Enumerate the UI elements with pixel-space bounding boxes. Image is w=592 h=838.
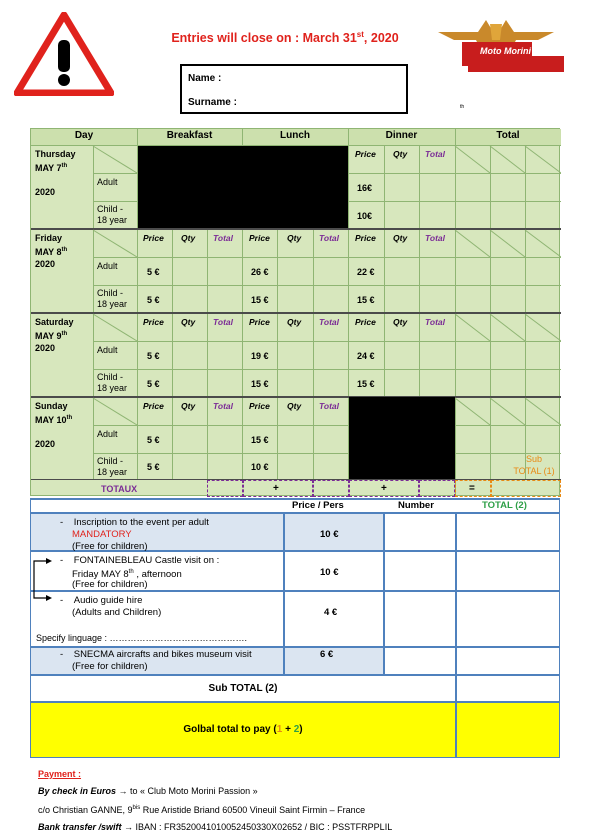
total-audio[interactable] [456,591,560,647]
subtotal-2-box[interactable] [456,675,560,702]
specify-language[interactable]: Specify linguage : ………………………………………. [36,633,248,643]
meal-table [30,128,560,496]
free-note: (Free for children) [72,661,148,672]
price-value: 19 € [251,351,269,361]
child-label: Child - 18 year [97,456,128,477]
warning-icon [14,12,114,96]
header-dinner: Dinner [385,130,418,141]
dinner-total-box-2[interactable] [419,480,455,497]
header-lunch: Lunch [280,130,310,141]
total-castle[interactable] [456,551,560,591]
col-number: Number [398,500,434,511]
price-value: 15 € [251,435,269,445]
col-price: Price [143,233,164,243]
logo-text: Moto Morini [480,46,531,56]
price-value: 16€ [357,183,373,193]
col-total: Total [319,401,339,411]
col-qty: Qty [287,317,302,327]
price-value: 15 € [251,295,269,305]
free-note: (Free for children) [72,579,148,590]
row-audio: - Audio guide hire [60,595,143,606]
totaux-label: TOTAUX [101,484,138,494]
price-castle: 10 € [320,567,339,578]
col-price: Price [143,401,164,411]
col-qty: Qty [181,401,196,411]
castle-date: Friday MAY 8th , afternoon [72,569,182,581]
subtotal-1-box[interactable] [491,480,561,497]
price-value: 10 € [251,462,269,472]
col-qty: Qty [393,149,408,159]
subtotal-2-label: Sub TOTAL (2) [208,683,278,694]
audio-note: (Adults and Children) [72,607,162,618]
child-label: Child - 18 year [97,288,128,309]
col-price: Price [355,317,376,327]
col-total: Total [319,317,339,327]
header-total: Total [496,130,520,141]
subtotal-1-label: Sub TOTAL (1) [513,454,555,476]
col-price: Price [249,401,270,411]
col-qty: Qty [181,233,196,243]
number-input-museum[interactable] [384,647,456,675]
blocked-cells-thursday [138,146,348,228]
global-total-label: Golbal total to pay (1 + 2) [183,724,303,735]
price-value: 15 € [251,379,269,389]
number-input-audio[interactable] [384,591,456,647]
col-price: Price [143,317,164,327]
col-total: Total [213,401,233,411]
header-day: Day [74,130,94,141]
child-label: Child - 18 year [97,372,128,393]
closing-date: Entries will close on : March 31st, 2020 [171,30,399,46]
payment-address: c/o Christian GANNE, $9^{bis}$ Rue Aristide Briand 60500 Vineuil Saint Firmin – France [38,805,366,815]
col-price: Price [355,149,376,159]
col-total: Total [425,233,445,243]
price-audio: 4 € [324,607,338,618]
col-qty: Qty [287,401,302,411]
adult-label: Adult [97,429,118,439]
col-total: Total [319,233,339,243]
adult-label: Adult [97,261,118,271]
payment-bank: Bank transfer /swift → IBAN : FR3520041010052450330X02652 / BIC : PSSTFRPPLIL [38,822,393,832]
price-value: 5 € [147,351,160,361]
plus-sign: + [273,483,279,494]
header-breakfast: Breakfast [166,130,213,141]
payment-section [38,766,578,836]
col-total: Total [425,149,445,159]
activities-table [30,498,560,760]
price-value: 10€ [357,211,373,221]
lunch-total-box-2[interactable] [313,480,349,497]
price-museum: 6 € [320,649,334,660]
day-sunday: Sunday MAY 10th 2020 [35,401,73,449]
col-qty: Qty [393,317,408,327]
price-value: 22 € [357,267,375,277]
blocked-cells-sunday [349,397,455,479]
surname-label: Surname : [188,97,237,108]
col-total: Total [425,317,445,327]
payment-title: Payment : [38,769,82,779]
day-saturday: Saturday MAY 9th 2020 [35,317,74,353]
col-total: Total [213,317,233,327]
name-box[interactable] [180,64,408,114]
breakfast-total-box[interactable] [207,480,243,497]
price-value: 5 € [147,295,160,305]
col-qty: Qty [287,233,302,243]
child-label: Child - 18 year [97,204,128,225]
col-qty: Qty [181,317,196,327]
price-value: 5 € [147,462,160,472]
col-total-2: TOTAL (2) [482,500,527,511]
payment-check: By check in Euros → to « Club Moto Morini Passion » [38,786,258,796]
total-museum[interactable] [456,647,560,675]
name-label: Name : [188,73,222,84]
bracket-arrow-icon [30,558,60,604]
adult-label: Adult [97,177,118,187]
row-inscription: - Inscription to the event per adult [60,517,209,528]
row-museum: - SNECMA aircrafts and bikes museum visit [60,649,252,660]
total-inscription[interactable] [456,513,560,551]
col-qty: Qty [393,233,408,243]
plus-sign: + [381,483,387,494]
price-value: 26 € [251,267,269,277]
number-input-castle[interactable] [384,551,456,591]
th-note: th [460,104,465,110]
mandatory-label: MANDATORY [72,529,132,540]
col-total: Total [213,233,233,243]
col-price: Price [249,317,270,327]
number-input-inscription[interactable] [384,513,456,551]
day-friday: Friday MAY 8th 2020 [35,233,68,269]
price-value: 15 € [357,379,375,389]
day-thursday: Thursday MAY 7th 2020 [35,149,76,197]
adult-label: Adult [97,345,118,355]
price-value: 15 € [357,295,375,305]
col-price: Price [249,233,270,243]
col-price: Price [355,233,376,243]
free-note: (Free for children) [72,541,148,552]
col-price-pers: Price / Pers [292,500,344,511]
row-castle: - FONTAINEBLEAU Castle visit on : [60,555,220,566]
price-value: 5 € [147,379,160,389]
price-value: 5 € [147,435,160,445]
global-total-box[interactable] [456,702,560,758]
price-value: 5 € [147,267,160,277]
moto-morini-logo [420,12,572,74]
price-value: 24 € [357,351,375,361]
price-inscription: 10 € [320,529,339,540]
equals-sign: = [469,483,475,494]
